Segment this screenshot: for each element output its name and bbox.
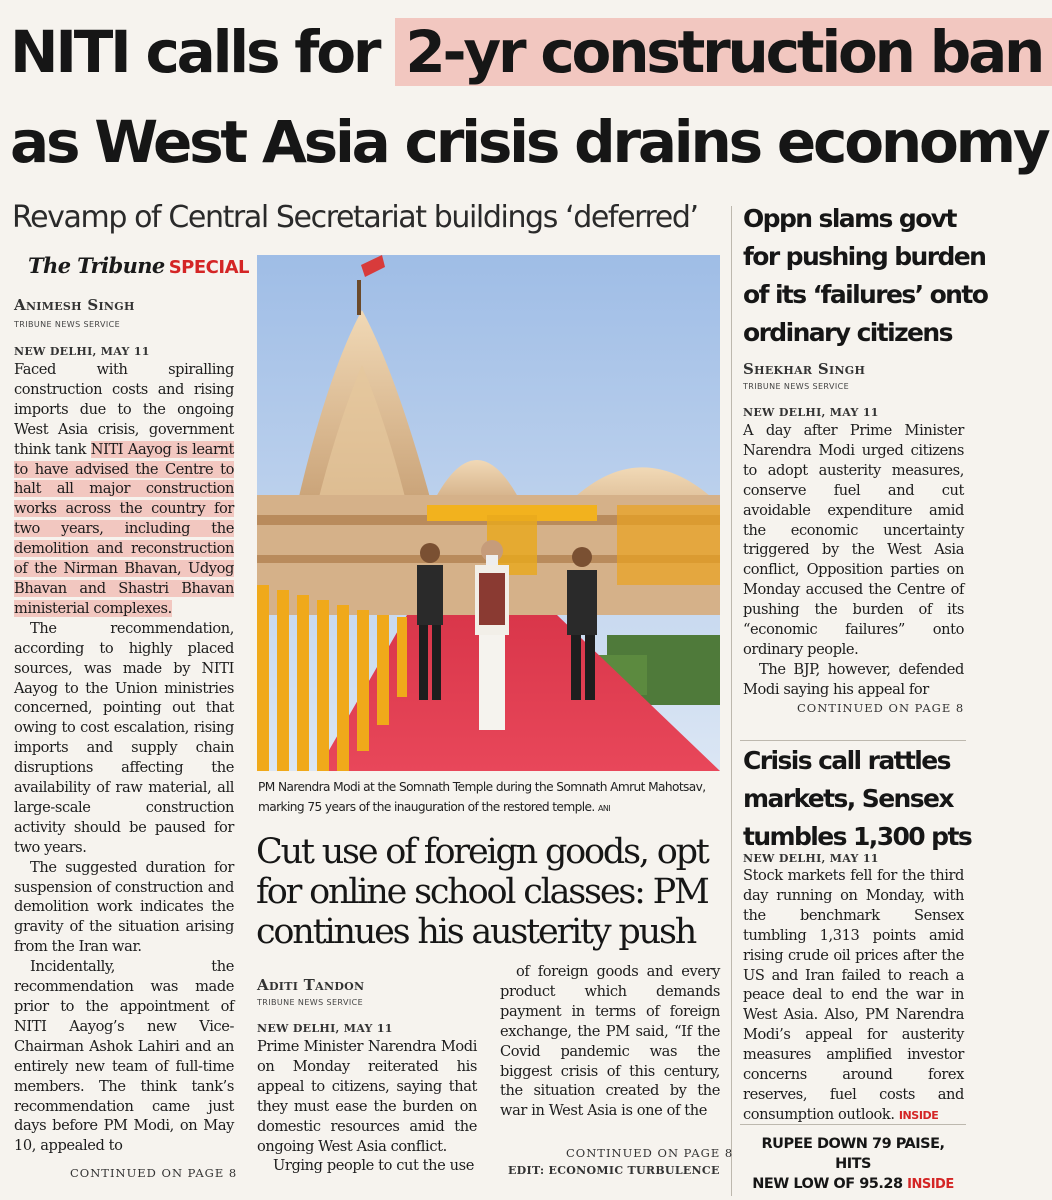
lead-body [14, 360, 234, 1156]
story2-edit-ref: EDIT: ECONOMIC TURBULENCE [508, 1164, 720, 1177]
rupee-line2: NEW LOW OF 95.28 INSIDE [752, 1176, 954, 1192]
story3-continued: CONTINUED ON PAGE 8 [797, 701, 965, 715]
lead-paragraph-3: The suggested duration for suspension of construction and demolition work indicates the gravity of the situation arising from the Iran war. [14, 858, 234, 956]
story3-headline: Oppn slams govt for pushing burden of its ‘failures’ onto ordinary citizens [743, 204, 988, 347]
lead-continued: CONTINUED ON PAGE 8 [70, 1166, 238, 1180]
headline-highlight: 2-yr construction ban [395, 18, 1052, 86]
story3-byline: Shekhar Singh [743, 360, 866, 378]
story4-dateline: NEW DELHI, MAY 11 [743, 852, 879, 865]
tribune-brand: The Tribune [28, 253, 165, 278]
special-tag: SPECIAL [168, 257, 249, 278]
tribune-special-logo [28, 253, 249, 278]
story3-service: TRIBUNE NEWS SERVICE [743, 382, 850, 391]
somnath-temple-photo [257, 255, 720, 771]
story2-body-col1 [257, 1037, 477, 1176]
story2-byline: Aditi Tandon [257, 976, 365, 994]
story4-headline: Crisis call rattles markets, Sensex tumbles 1,300 pts [743, 746, 972, 851]
story3-paragraph-1: A day after Prime Minister Narendra Modi urged citizens to adopt austerity measures, conserve fuel and cut avoidable expenditure amid the economic uncertainty triggered by the West Asia conflict, Opposition parties on Monday accused the Centre of pushing the burden of its “economic failures” onto ordinary people. [743, 422, 964, 658]
lead-highlight: NITI Aayog is learnt to have advised the Centre to halt all major construction works across the country for two years, including the demolition and reconstruction of the Nirman Bhavan, Udyog Bhavan and Shastri Bhavan ministerial complexes. [14, 440, 235, 617]
story3-paragraph-2: The BJP, however, defended Modi saying his appeal for [743, 660, 964, 698]
temple-illustration [257, 255, 720, 771]
story2-paragraph-1: Prime Minister Narendra Modi on Monday reiterated his appeal to citizens, saying that they must ease the burden on domestic resources amid the ongoing West Asia conflict. [257, 1038, 477, 1155]
lead-byline: Animesh Singh [14, 296, 135, 314]
story2-paragraph-2: Urging people to cut the use [273, 1157, 474, 1175]
rupee-inside-tag: INSIDE [907, 1177, 954, 1192]
column-divider [731, 206, 732, 1196]
headline-prefix: NITI calls for [10, 18, 396, 86]
lead-paragraph-1: Faced with spiralling construction costs and rising imports due to the ongoing West Asia crisis, government think tank NITI Aayog is learnt to have advised the Centre to halt all major construction works across the country for two years, including the demolition and reconstruction of the Nirman Bhavan, Udyog Bhavan and Shastri Bhavan ministerial complexes. [14, 361, 235, 617]
story2-body-col2 [500, 962, 720, 1121]
story4-paragraph-1: Stock markets fell for the third day running on Monday, with the benchmark Sensex tumbling 1,313 points amid rising crude oil prices after the US and Iran failed to reach a peace deal to end the war in West Asia. Also, PM Narendra Modi’s appeal for austerity measures amplified investor concerns around forex reserves, fuel costs and consumption outlook. INSIDE [743, 867, 964, 1123]
lead-dateline: NEW DELHI, MAY 11 [14, 345, 150, 358]
caption-text: PM Narendra Modi at the Somnath Temple during the Somnath Amrut Mahotsav, marking 75 years of the inauguration of the restored temple. [258, 780, 706, 814]
main-headline-line2: as West Asia crisis drains economy [10, 108, 1048, 176]
photo-credit: ANI [597, 804, 611, 813]
story2-dateline: NEW DELHI, MAY 11 [257, 1022, 393, 1035]
story2-headline: Cut use of foreign goods, opt for online school classes: PM continues his austerity push [256, 832, 708, 952]
lead-service: TRIBUNE NEWS SERVICE [14, 320, 121, 329]
story3-dateline: NEW DELHI, MAY 11 [743, 406, 879, 419]
story4-inside-tag: INSIDE [898, 1108, 939, 1122]
lead-paragraph-4: Incidentally, the recommendation was made prior to the appointment of NITI Aayog’s new Vice-Chairman Ashok Lahiri and an entirely new team of full-time members. The think tank’s recommendation came just days before PM Modi, on May 10, appealed to [14, 958, 234, 1155]
deck-subheading: Revamp of Central Secretariat buildings ‘deferred’ [12, 200, 698, 235]
section-divider [740, 740, 966, 741]
story2-service: TRIBUNE NEWS SERVICE [257, 998, 364, 1007]
story4-body [743, 866, 964, 1126]
story2-paragraph-3: of foreign goods and every product which demands payment in terms of foreign exchange, the PM said, “If the Covid pandemic was the biggest crisis of this century, the situation created by the war in West Asia is one of the [500, 963, 720, 1120]
story2-continued: CONTINUED ON PAGE 8 [566, 1146, 734, 1160]
lead-paragraph-2: The recommendation, according to highly placed sources, was made by NITI Aayog to the Union ministries concerned, pointing out that owing to cost escalation, rising imports and supply chain disruptions affecting the availability of raw material, all large-scale construction activity should be paused for two years. [14, 619, 234, 856]
main-headline-line1 [10, 18, 1043, 86]
rupee-line1: RUPEE DOWN 79 PAISE, HITS [761, 1136, 945, 1172]
photo-caption [258, 777, 722, 819]
rupee-teaser [742, 1134, 964, 1195]
story3-body [743, 421, 964, 700]
